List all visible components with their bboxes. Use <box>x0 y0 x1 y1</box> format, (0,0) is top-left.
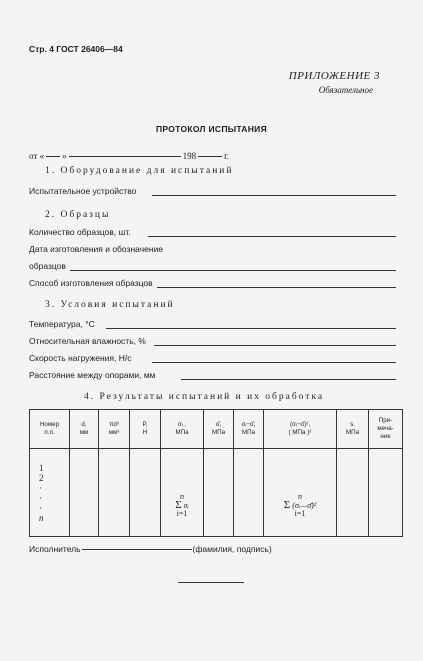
field-test-device: Испытательное устройство <box>29 186 137 196</box>
col-sigma-diff: σᵢ−σ̄, МПа <box>234 410 264 449</box>
appendix-subtitle: Обязательное <box>318 85 373 95</box>
field-temperature-line <box>106 328 396 329</box>
col-note: При- меча- ние <box>369 410 403 449</box>
field-humidity: Относительная влажность, % <box>29 336 146 346</box>
field-specimen-count-line <box>148 236 396 237</box>
date-line <box>29 151 389 161</box>
cell-pi-d3 <box>99 449 130 537</box>
executor-label: Исполнитель <box>29 544 81 554</box>
date-prefix: от « <box>29 151 45 161</box>
cell-sigma-sum <box>161 449 204 537</box>
table-header-row <box>30 410 403 449</box>
executor-line <box>29 544 272 554</box>
col-std-dev: s, МПа <box>337 410 369 449</box>
section2-heading: 2. Образцы <box>45 210 111 220</box>
results-table <box>29 409 403 537</box>
month-blank <box>69 156 181 157</box>
sum-sq: n Σ (σᵢ—σ̄)² i=1 <box>283 492 317 518</box>
executor-note: (фамилия, подпись) <box>192 544 272 554</box>
field-load-rate: Скорость нагружения, Н/с <box>29 353 132 363</box>
field-manufacture-method: Способ изготовления образцов <box>29 278 153 288</box>
field-test-device-line <box>152 195 396 196</box>
col-sigma-mean: σ̄, МПа <box>204 410 234 449</box>
field-temperature: Температура, °С <box>29 319 95 329</box>
field-specimens-line <box>70 270 396 271</box>
section3-heading: 3. Условия испытаний <box>45 300 175 310</box>
cell-std-dev <box>337 449 369 537</box>
col-sigma-i: σᵢ , МПа <box>161 410 204 449</box>
row-numbers-cell <box>30 449 70 537</box>
protocol-title: ПРОТОКОЛ ИСПЫТАНИЯ <box>155 124 267 134</box>
field-load-rate-line <box>152 362 396 363</box>
year-blank <box>198 156 222 157</box>
field-humidity-line <box>154 345 396 346</box>
section4-heading: 4. Результаты испытаний и их обработка <box>84 392 325 402</box>
appendix-title: ПРИЛОЖЕНИЕ 3 <box>288 70 380 82</box>
executor-blank <box>82 549 192 550</box>
cell-load <box>130 449 161 537</box>
bottom-rule <box>178 582 244 583</box>
col-pi-d3: πd³ мм³ <box>99 410 130 449</box>
field-support-span: Расстояние между опорами, мм <box>29 370 156 380</box>
day-blank <box>46 156 60 157</box>
cell-sigma-diff <box>234 449 264 537</box>
field-manufacture-method-line <box>157 287 396 288</box>
field-manufacture-date: Дата изготовления и обозначение <box>29 244 164 254</box>
section1-heading: 1. Оборудование для испытаний <box>45 166 234 176</box>
date-year: 198 <box>182 151 197 161</box>
field-support-span-line <box>181 379 396 380</box>
date-suffix: г. <box>224 151 230 161</box>
table-row <box>30 449 403 537</box>
col-load: P, Н <box>130 410 161 449</box>
cell-note <box>369 449 403 537</box>
col-sigma-diff-sq: (σᵢ−σ̄)², ( МПа )² <box>264 410 337 449</box>
page-header: Стр. 4 ГОСТ 26406—84 <box>29 44 123 54</box>
cell-sigma-mean <box>204 449 234 537</box>
field-specimens: образцов <box>29 261 66 271</box>
cell-diameter <box>70 449 99 537</box>
cell-sigma-diff-sq-sum <box>264 449 337 537</box>
col-number: Номер п.п. <box>30 410 70 449</box>
field-specimen-count: Количество образцов, шт. <box>29 227 131 237</box>
col-diameter: d, мм <box>70 410 99 449</box>
date-mid: » <box>62 151 67 161</box>
row-labels: 1 2 · · · n <box>39 463 44 523</box>
sum-sigma: n Σ σᵢ i=1 <box>175 492 189 518</box>
